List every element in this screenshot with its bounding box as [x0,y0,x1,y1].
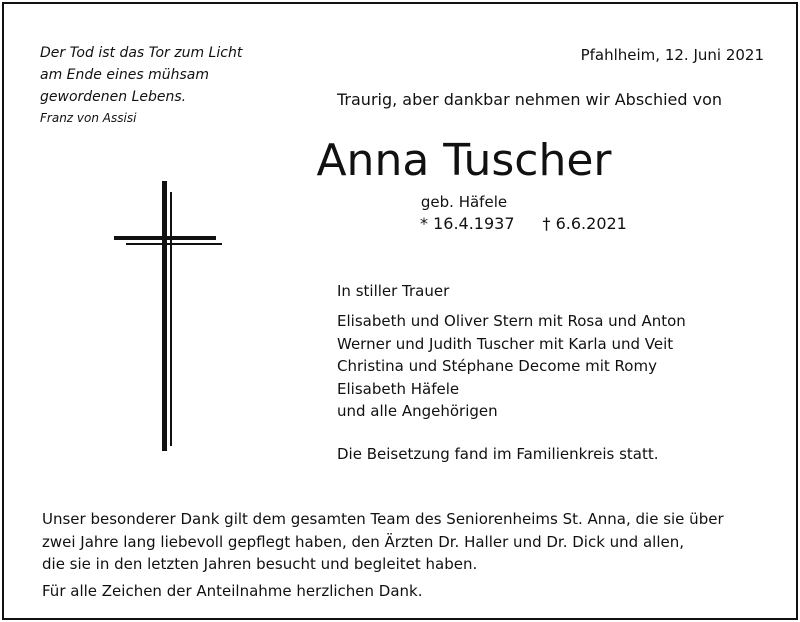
thanks-paragraph [42,508,772,576]
place-date: Pfahlheim, 12. Juni 2021 [580,46,764,64]
family-member: Elisabeth Häfele [337,379,460,398]
thanks-line: Unser besonderer Dank gilt dem gesamten Team des Seniorenheims St. Anna, die sie über [42,510,724,528]
family-member: und alle Angehörigen [337,402,498,420]
death-date: † 6.6.2021 [542,214,627,233]
deceased-name: Anna Tuscher [316,135,612,186]
cross-vertical-line [170,192,172,446]
obituary-frame [2,2,798,620]
family-list [337,310,686,423]
cross-horizontal-line [126,243,222,245]
mourning-title: In stiller Trauer [337,282,450,300]
quote-block [40,42,242,128]
intro-text: Traurig, aber dankbar nehmen wir Abschied von [337,90,723,109]
quote-line: Der Tod ist das Tor zum Licht [40,45,243,61]
maiden-name: geb. Häfele [420,193,508,211]
family-member: Elisabeth und Oliver Stern mit Rosa und Anton [337,312,686,330]
thanks-line: die sie in den letzten Jahren besucht und begleitet haben. [42,555,478,573]
final-thanks: Für alle Zeichen der Anteilnahme herzlichen Dank. [42,582,423,600]
quote-line: gewordenen Lebens. [40,89,187,105]
funeral-note: Die Beisetzung fand im Familienkreis statt. [337,445,659,463]
family-member: Christina und Stéphane Decome mit Romy [337,357,657,375]
thanks-line: zwei Jahre lang liebevoll gepflegt haben, den Ärzten Dr. Haller und Dr. Dick und allen, [42,532,684,551]
quote-author: Franz von Assisi [40,111,137,125]
birth-date: * 16.4.1937 [420,214,515,233]
family-member: Werner und Judith Tuscher mit Karla und Veit [337,334,674,353]
life-dates [420,212,627,236]
quote-line: am Ende eines mühsam [40,67,209,83]
cross-vertical-bar [162,181,167,451]
cross-horizontal-bar [114,236,216,240]
